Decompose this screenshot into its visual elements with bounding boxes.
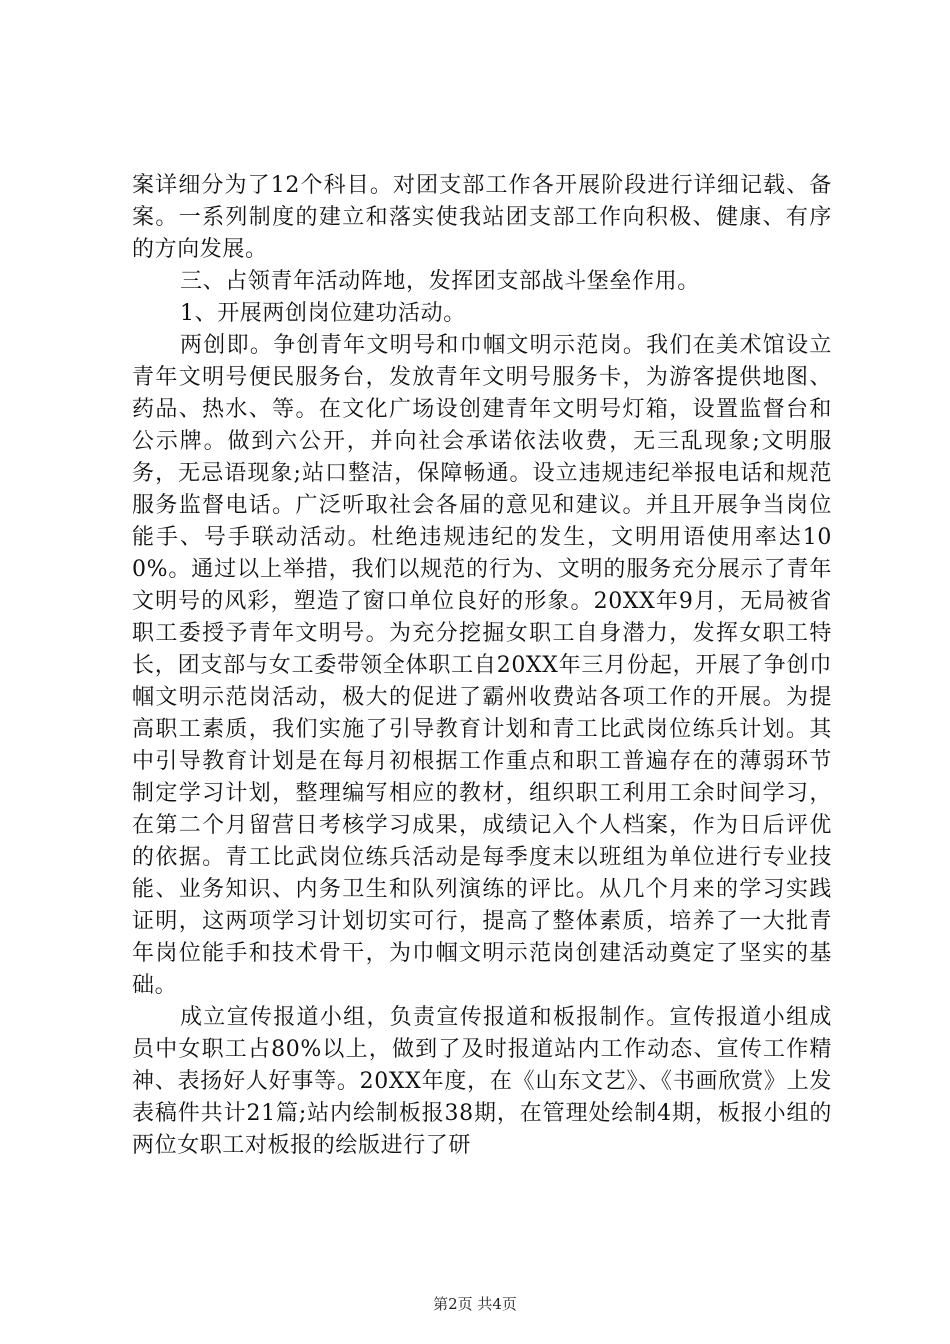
subsection-heading-one: 1、开展两创岗位建功活动。 <box>180 301 466 326</box>
paragraph-continuation: 案详细分为了12个科目。对团支部工作各开展阶段进行详细记载、备案。一系列制度的建立和落实使我站团支部工作向积极、健康、有序的方向发展。 <box>132 173 832 262</box>
paragraph-two-creations: 两创即。争创青年文明号和巾帼文明示范岗。我们在美术馆设立青年文明号便民服务台，发放青年文明号服务卡，为游客提供地图、药品、热水、等。在文化广场设创建青年文明号灯箱，设置监督台和公示牌。做到六公开，并向社会承诺依法收费，无三乱现象;文明服务，无忌语现象;站口整洁，保障畅通。设立违规违纪举报电话和规范服务监督电话。广泛听取社会各届的意见和建议。并且开展争当岗位能手、号手联动活动。杜绝违规违纪的发生，文明用语使用率达100%。通过以上举措，我们以规范的行为、文明的服务充分展示了青年文明号的风彩，塑造了窗口单位良好的形象。20XX年9月，无局被省职工委授予青年文明号。为充分挖掘女职工自身潜力，发挥女职工特长，团支部与女工委带领全体职工自20XX年三月份起，开展了争创巾帼文明示范岗活动，极大的促进了霸州收费站各项工作的开展。为提高职工素质，我们实施了引导教育计划和青工比武岗位练兵计划。其中引导教育计划是在每月初根据工作重点和职工普遍存在的薄弱环节制定学习计划，整理编写相应的教材，组织职工利用工余时间学习，在第二个月留营日考核学习成果，成绩记入个人档案，作为日后评优的依据。青工比武岗位练兵活动是每季度末以班组为单位进行专业技能、业务知识、内务卫生和队列演练的评比。从几个月来的学习实践证明，这两项学习计划切实可行，提高了整体素质，培养了一大批青年岗位能手和技术骨干，为巾帼文明示范岗创建活动奠定了坚实的基础。 <box>132 333 832 998</box>
section-heading-three: 三、占领青年活动阵地，发挥团支部战斗堡垒作用。 <box>180 269 700 294</box>
document-body <box>132 170 832 1162</box>
page-footer: 第2页 共4页 <box>433 1295 517 1313</box>
paragraph-publicity-group: 成立宣传报道小组，负责宣传报道和板报制作。宣传报道小组成员中女职工占80%以上，做到了及时报道站内工作动态、宣传工作精神、表扬好人好事等。20XX年度，在《山东文艺》、《书画欣赏》上发表稿件共计21篇;站内绘制板报38期，在管理处绘制4期，板报小组的两位女职工对板报的绘版进行了研 <box>132 1005 832 1158</box>
